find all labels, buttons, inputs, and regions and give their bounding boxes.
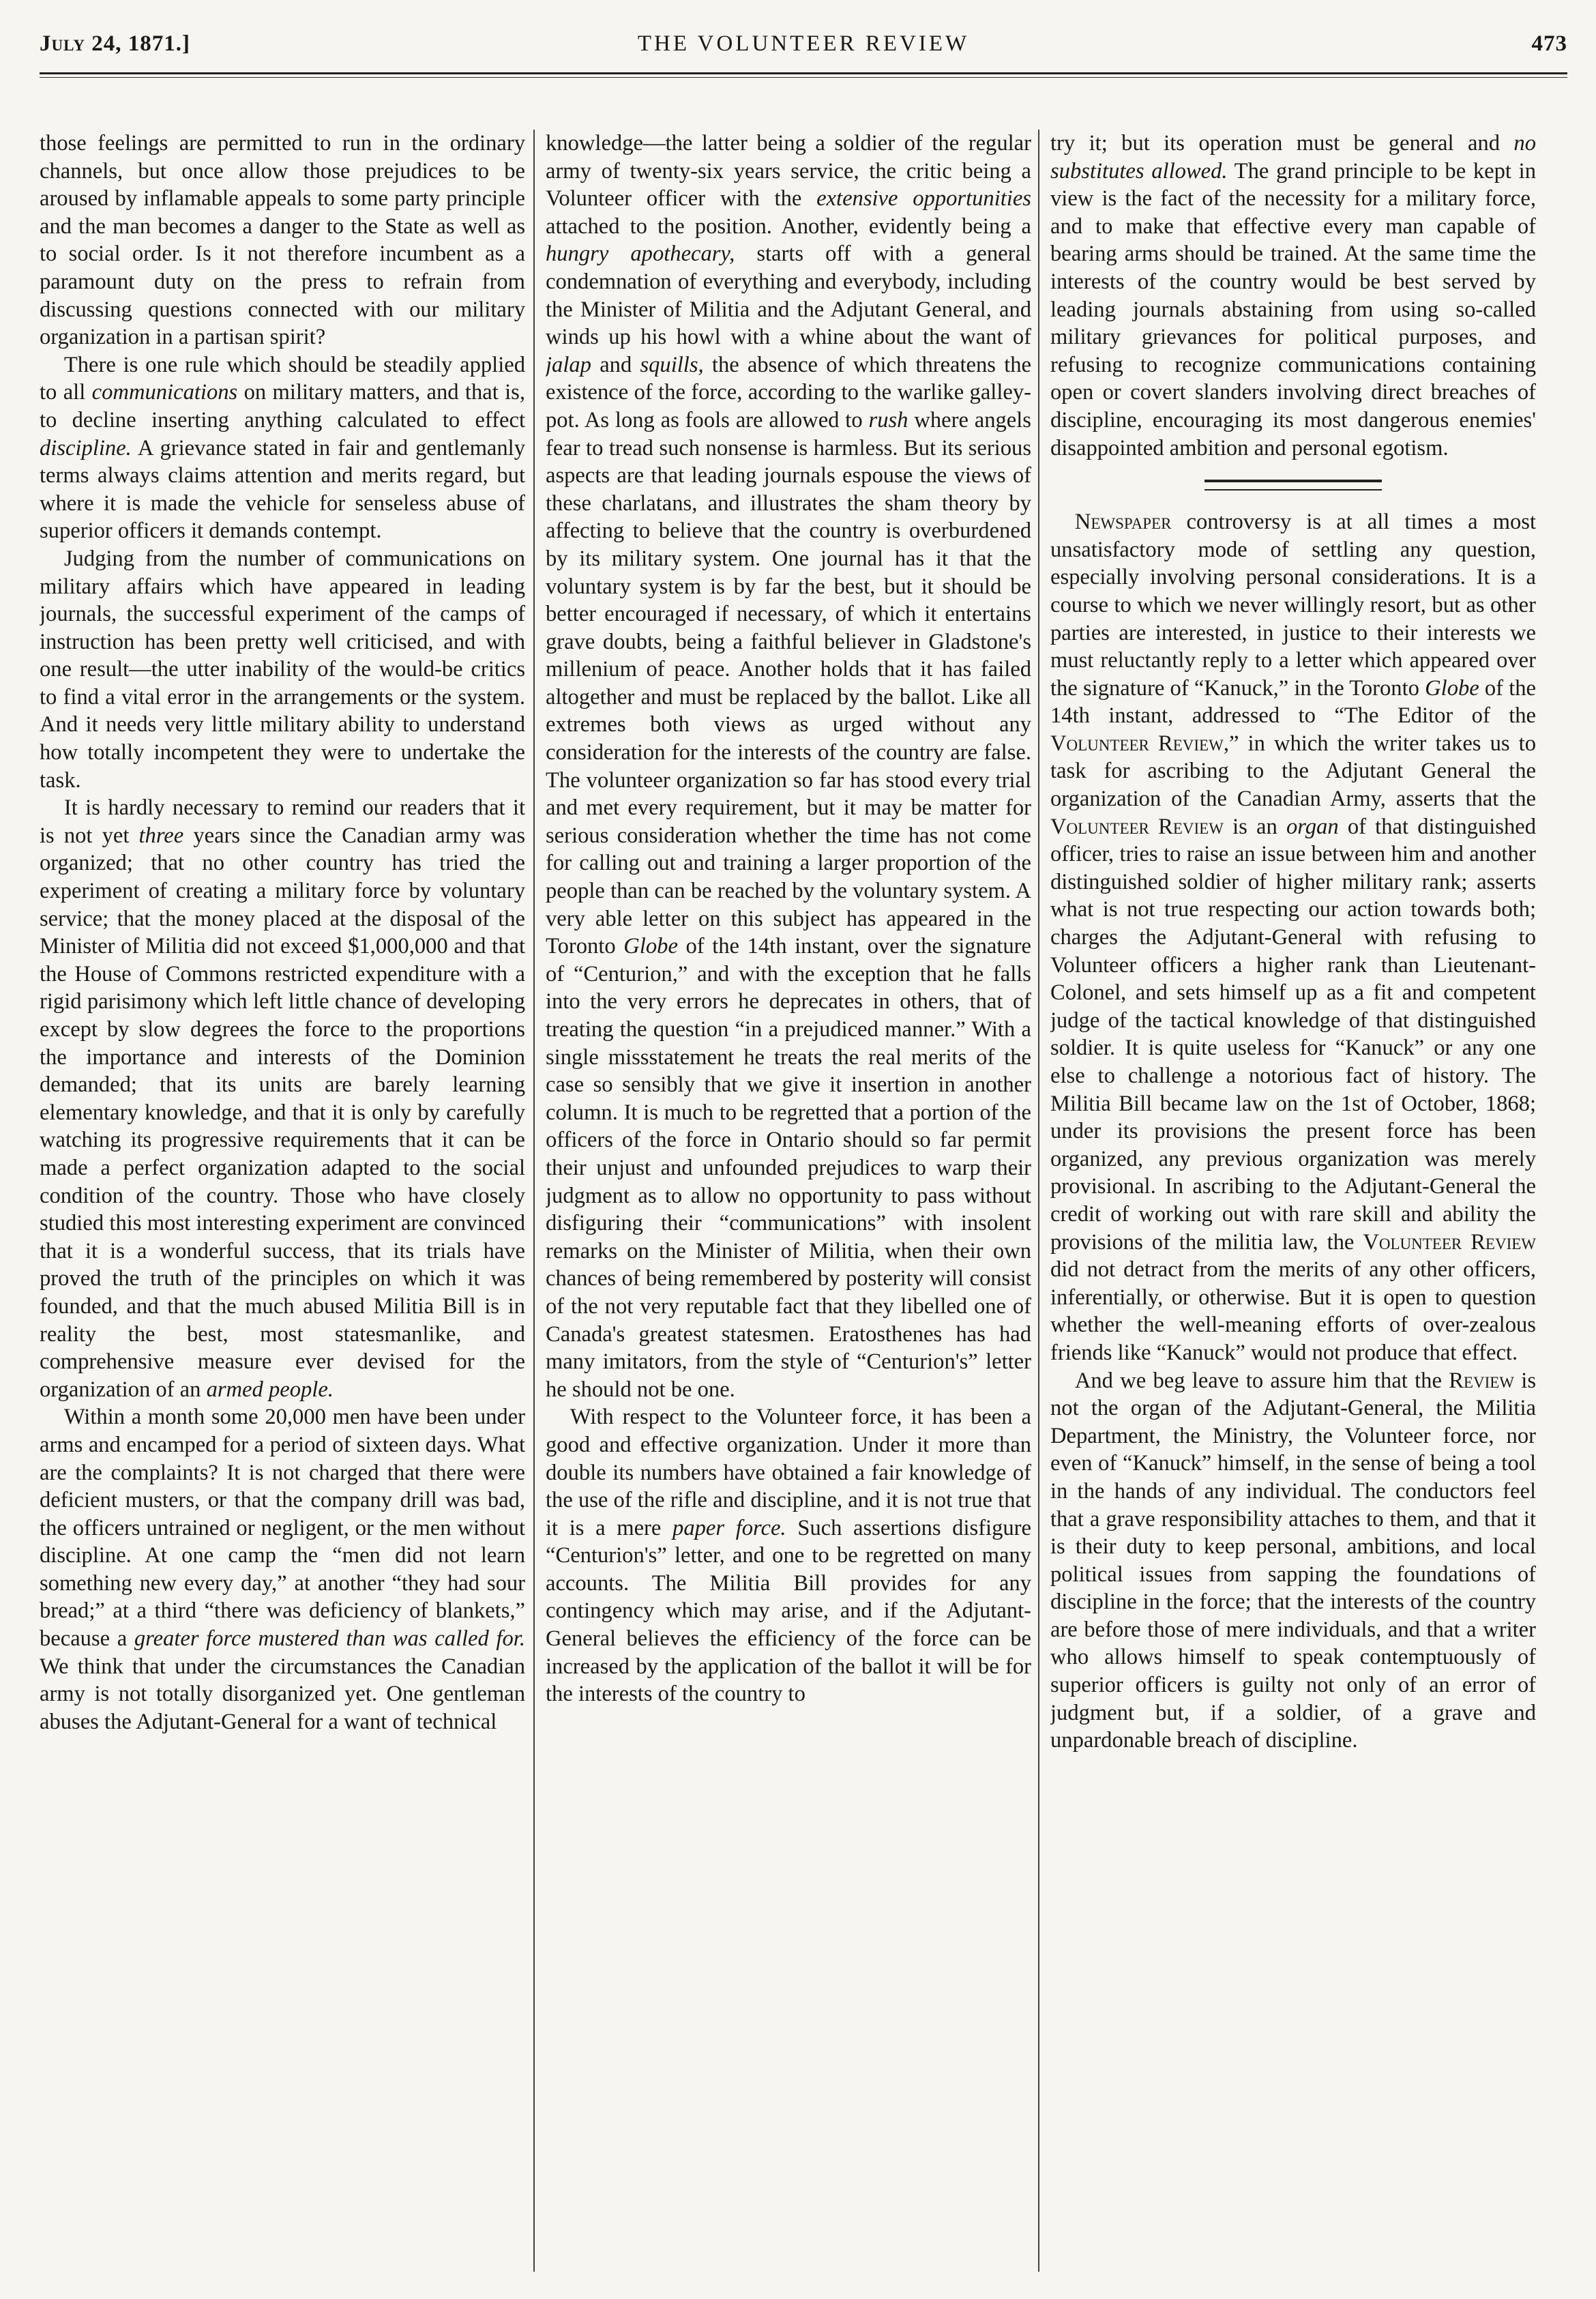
issue-date: July 24, 1871.] [40, 31, 190, 56]
article-column-1 [40, 130, 525, 2272]
page-header [40, 26, 1567, 115]
paragraph: It is hardly necessary to remind our readers that it is not yet three years since the Canadian army was organized; that no other country has tried the experiment of creating a military force by voluntary service; that the money placed at the disposal of the Minister of Militia did not exceed $1,000,000 and that the House of Commons restricted expenditure with a rigid parisimony which left little chance of developing except by slow degrees the force to the proportions the importance and interests of the Dominion demanded; that its units are barely learning elementary knowledge, and that it is only by carefully watching its progressive requirements that it can be made a perfect organization adapted to the social condition of the country. Those who have closely studied this most interesting experiment are convinced that it is a wonderful success, that its trials have proved the truth of the principles on which it was founded, and that the much abused Militia Bill is in reality the best, most statesmanlike, and comprehensive measure ever devised for the organization of an armed people. [40, 795, 525, 1402]
column-separator [1038, 130, 1039, 2272]
header-rule [40, 72, 1567, 74]
paragraph: try it; but its operation must be general and no substitutes allowed. The grand principle to be kept in view is the fact of the necessity for a military force, and to make that effective every man capable of bearing arms should be trained. At the same time the interests of the country would be best served by leading journals abstaining from using so-called military grievances for political purposes, and refusing to recognize communications containing open or covert slanders involving direct breaches of discipline, encouraging its most dangerous enemies' disappointed ambition and personal egotism. [1050, 131, 1536, 460]
article-column-2 [546, 130, 1031, 2272]
paragraph: With respect to the Volunteer force, it has been a good and effective organization. Under it more than double its numbers have obtained a fair knowledge of the use of the rifle and discipline, and it is not true that it is a mere paper force. Such assertions disfigure “Centurion's” letter, and one to be regretted on many accounts. The Militia Bill provides for any contingency which may arise, and if the Adjutant-General believes the efficiency of the force can be increased by the application of the ballot it will be for the interests of the country to [546, 1405, 1031, 1707]
section-divider [1205, 480, 1382, 490]
paragraph: Within a month some 20,000 men have been under arms and encamped for a period of sixteen days. What are the complaints? It is not charged that there were deficient musters, or that the company drill was bad, the officers untrained or negligent, or the men without discipline. At one camp the “men did not learn something new every day,” at another “they had sour bread;” at a third “there was deficiency of blankets,” because a greater force mustered than was called for. We think that under the circumstances the Canadian army is not totally disorganized yet. One gentleman abuses the Adjutant-General for a want of technical [40, 1405, 525, 1734]
header-rule-thin [40, 77, 1567, 78]
page-number: 473 [1531, 31, 1567, 56]
article-column-3 [1050, 130, 1536, 2272]
paragraph: Newspaper controversy is at all times a most unsatisfactory mode of settling any question, especially involving personal considerations. It is a course to which we never willingly resort, but as other parties are interested, in justice to their interests we must reluctantly reply to a letter which appeared over the signature of “Kanuck,” in the Toronto Globe of the 14th instant, addressed to “The Editor of the Volunteer Review,” in which the writer takes us to task for ascribing to the Adjutant General the organization of the Canadian Army, asserts that the Volunteer Review is an organ of that distinguished officer, tries to raise an issue between him and another distinguished soldier of higher military rank; asserts what is not true respecting our action towards both; charges the Adjutant-General with refusing to Volunteer officers a higher rank than Lieutenant-Colonel, and sets himself up as a fit and competent judge of the tactical knowledge of that distinguished soldier. It is quite useless for “Kanuck” or any one else to challenge a notorious fact of history. The Militia Bill became law on the 1st of October, 1868; under its provisions the present force has been organized, any previous organization was merely provisional. In ascribing to the Adjutant-General the credit of working out with rare skill and ability the provisions of the militia law, the Volunteer Review did not detract from the merits of any other officers, inferentially, or otherwise. But it is open to question whether the well-meaning efforts of over-zealous friends like “Kanuck” would not produce that effect. [1050, 510, 1536, 1365]
column-separator [533, 130, 535, 2272]
paragraph: knowledge—the latter being a soldier of the regular army of twenty-six years service, the critic being a Volunteer officer with the extensive opportunities attached to the position. Another, evidently being a hungry apothecary, starts off with a general condemnation of everything and everybody, including the Minister of Militia and the Adjutant General, and winds up his howl with a whine about the want of jalap and squills, the absence of which threatens the existence of the force, according to the warlike galley-pot. As long as fools are allowed to rush where angels fear to tread such nonsense is harmless. But its serious aspects are that leading journals espouse the views of these charlatans, and illustrates the sham theory by affecting to believe that the country is overburdened by its military system. One journal has it that the voluntary system is by far the best, but it should be better encouraged if necessary, of which it entertains grave doubts, being a faithful believer in Gladstone's millenium of peace. Another holds that it has failed altogether and must be replaced by the ballot. Like all extremes both views as urged without any consideration for the interests of the country are false. The volunteer organization so far has stood every trial and met every requirement, but it may be matter for serious consideration whether the time has not come for calling out and training a larger proportion of the people than can be reached by the voluntary system. A very able letter on this subject has appeared in the Toronto Globe of the 14th instant, over the signature of “Centurion,” and with the exception that he falls into the very errors he deprecates in others, that of treating the question “in a prejudiced manner.” With a single missstatement he treats the real merits of the case so sensibly that we give it insertion in another column. It is much to be regretted that a portion of the officers of the force in Ontario should so far permit their unjust and unfounded prejudices to warp their judgment as to allow no opportunity to pass without disfiguring their “communications” with insolent remarks on the Minister of Militia, when their own chances of being remembered by posterity will consist of the not very reputable fact that they libelled one of Canada's greatest statesmen. Eratosthenes has had many imitators, from the style of “Centurion's” letter he should not be one. [546, 131, 1031, 1402]
publication-title: THE VOLUNTEER REVIEW [637, 31, 970, 56]
paragraph: Judging from the number of communications on military affairs which have appeared in leading journals, the successful experiment of the camps of instruction has been pretty well criticised, and with one result—the utter inability of the would-be critics to find a vital error in the arrangements or the system. And it needs very little military ability to understand how totally incompetent they were to undertake the task. [40, 546, 525, 793]
paragraph: And we beg leave to assure him that the Review is not the organ of the Adjutant-General, the Militia Department, the Ministry, the Volunteer force, nor even of “Kanuck” himself, in the sense of being a tool in the hands of any individual. The conductors feel that a grave responsibility attaches to them, and that it is their duty to keep personal, ambitions, and local political issues from sapping the foundations of discipline in the force; that the interests of the country are before those of mere individuals, and that a writer who allows himself to speak contemptuously of superior officers is guilty not only of an error of judgment but, if a soldier, of a grave and unpardonable breach of discipline. [1050, 1368, 1536, 1753]
paragraph: those feelings are permitted to run in the ordinary channels, but once allow those prejudices to be aroused by inflamable appeals to some party principle and the man becomes a danger to the State as well as to social order. Is it not therefore incumbent as a paramount duty on the press to refrain from discussing questions connected with our military organization in a partisan spirit? [40, 131, 525, 350]
paragraph: There is one rule which should be steadily applied to all communications on military matters, and that is, to decline inserting anything calculated to effect discipline. A grievance stated in fair and gentlemanly terms always claims attention and merits regard, but where it is made the vehicle for senseless abuse of superior officers it demands contempt. [40, 352, 525, 544]
